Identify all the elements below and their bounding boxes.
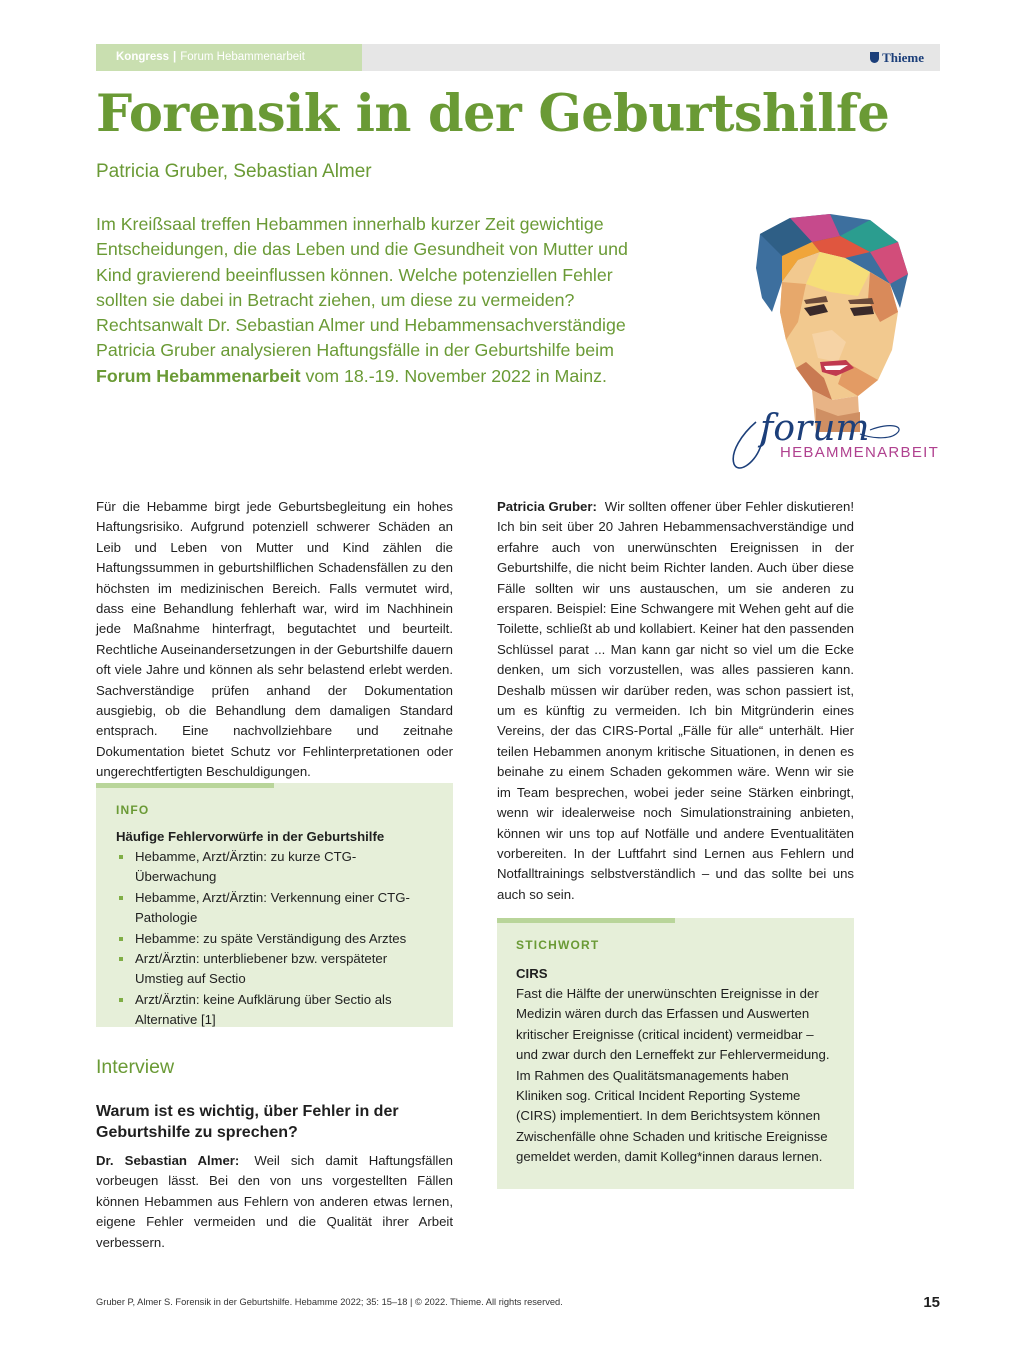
answer-speaker: Dr. Sebastian Almer: [96, 1153, 240, 1168]
lead-paragraph [96, 212, 668, 389]
interview-question: Warum ist es wichtig, über Fehler in der Geburtshilfe zu sprechen? [96, 1103, 399, 1141]
left-column-intro [96, 497, 453, 783]
forum-portrait-illustration [720, 212, 945, 474]
interview-heading: Interview [96, 1056, 175, 1078]
footer-citation: Gruber P, Almer S. Forensik in der Geburtshilfe. Hebamme 2022; 35: 15–18 | © 2022. Thieme. All rights reserved. [96, 1297, 563, 1307]
lead-date: vom 18.-19. November 2022 in Mainz. [305, 365, 607, 386]
interview-answer [96, 1151, 453, 1253]
lead-event: Forum Hebammenarbeit [96, 365, 301, 386]
logo-subtitle-text: HEBAMMENARBEIT [780, 444, 940, 461]
header-bar [96, 44, 940, 71]
info-box [96, 783, 453, 1027]
list-item: Hebamme: zu späte Verständigung des Arztes [116, 929, 433, 949]
second-answer-text: Wir sollten offener über Fehler diskutieren! Ich bin seit über 20 Jahren Hebammensachverständige und erfahre auch von unerwünschten Ereignissen in der Geburtshilfe, die nicht beim Richter landen. Auch über diese Fälle sollten wir uns austauschen, um sie anderen zu ersparen. Beispiel: Eine Schwangere mit Wehen geht auf die Toilette, schließt ab und kollabiert. Keiner hat den passenden Schlüssel parat ... Man kann gar nicht so viel um die Ecke denken, um sich vorzustellen, was alles passieren kann. Deshalb müssen wir darüber reden, was schon passiert ist, um es künftig zu vermeiden. Ich bin Mitgründerin eines Vereins, der das CIRS-Portal „Fälle für alle“ unterhält. Hier teilen Hebammen anonym kritische Situationen, in denen es beinahe zu einem Schaden gekommen wäre. Wenn wir sie im Team besprechen, wobei jeder seine Stärken einbringt, wenn wir idealerweise noch Simulationstraining anbieten, können wir uns top auf Notfälle und andere Eventualitäten vorbereiten. In der Luftfahrt sind Lernen aus Fehlern und Notfalltrainings selbstverständlich – und das sollte bei uns auch so sein. [497, 499, 854, 902]
stichwort-box-accent [497, 918, 675, 923]
article-authors: Patricia Gruber, Sebastian Almer [96, 161, 372, 182]
list-item: Arzt/Ärztin: keine Aufklärung über Sectio als Alternative [1] [116, 990, 433, 1031]
publisher-logo [870, 44, 924, 71]
second-speaker: Patricia Gruber: [497, 499, 597, 514]
shield-icon [870, 52, 879, 63]
publisher-name: Thieme [882, 50, 924, 65]
intro-paragraph: Für die Hebamme birgt jede Geburtsbegleitung ein hohes Haftungsrisiko. Aufgrund potenziell schwerer Schäden an Leib und Leben von Mutter und Kind zählen die Haftungssummen in geburtshilflichen Schadensfällen zu den höchsten im medizinischen Bereich. Falls vermutet wird, dass eine Behandlung fehlerhaft war, wird im Nachhinein jede Maßnahme hinterfragt, begutachtet und beurteilt. Rechtliche Auseinandersetzungen in der Geburtshilfe dauern oft viele Jahre und können als sehr belastend erlebt werden. Sachverständige prüfen anhand der Dokumentation ausgiebig, ob die Behandlung dem damaligen Standard entsprach. Eine nachvollziehbare und zeitnahe Dokumentation bietet Schutz vor Fehlinterpretationen oder ungerechtfertigten Beschuldigungen. [96, 499, 453, 780]
list-item: Arzt/Ärztin: unterbliebener bzw. verspäteter Umstieg auf Sectio [116, 949, 433, 990]
section-label: Kongress [116, 51, 170, 63]
stichwort-box-heading: CIRS [516, 966, 548, 981]
second-answer [497, 497, 854, 905]
page-number: 15 [923, 1294, 940, 1311]
info-box-label: INFO [116, 803, 150, 817]
right-column-interview [497, 497, 854, 905]
article-title: Forensik in der Geburtshilfe [96, 84, 890, 144]
info-box-accent [96, 783, 274, 788]
stichwort-box [497, 918, 854, 1189]
lead-text: Im Kreißsaal treffen Hebammen innerhalb kurzer Zeit gewichtige Entscheidungen, die das Leben und die Gesundheit von Mutter und Kind gravierend beeinflussen können. Welche potenziellen Fehler sollten sie dabei in Betracht ziehen, um diese zu vermeiden? Rechtsanwalt Dr. Sebastian Almer und Hebammensachverständige Patricia Gruber analysieren Haftungsfälle in der Geburtshilfe beim [96, 214, 628, 361]
info-box-list [116, 847, 433, 1031]
answer-text: Weil sich damit Haftungsfällen vorbeugen lässt. Bei den von uns vorgestellten Fällen können Hebammen aus Fehlern von anderen etwas lernen, eigene Fehler vermeiden und die Qualität ihrer Arbeit verbessern. [96, 1153, 454, 1250]
section-tag [96, 44, 362, 71]
list-item: Hebamme, Arzt/Ärztin: Verkennung einer CTG-Pathologie [116, 888, 433, 929]
stichwort-box-label: STICHWORT [516, 938, 600, 952]
logo-script-text: forum [760, 408, 870, 449]
info-box-heading: Häufige Fehlervorwürfe in der Geburtshilfe [116, 829, 385, 844]
stichwort-box-text: Fast die Hälfte der unerwünschten Ereignisse in der Medizin wären durch das Erfassen und Auswerten kritischer Ereignisse (critical incident) vermeidbar – und zwar durch den Lerneffekt zur Fehlervermeidung. Im Rahmen des Qualitätsmanagements haben Kliniken sog. Critical Incident Reporting Systeme (CIRS) implementiert. In dem Berichtsystem können Zwischenfälle ohne Schaden und kritische Ereignisse gemeldet werden, damit Kolleg*innen daraus lernen. [516, 986, 830, 1165]
subsection-label: Forum Hebammenarbeit [180, 51, 305, 63]
list-item: Hebamme, Arzt/Ärztin: zu kurze CTG-Überwachung [116, 847, 433, 888]
section-separator: | [173, 51, 177, 63]
